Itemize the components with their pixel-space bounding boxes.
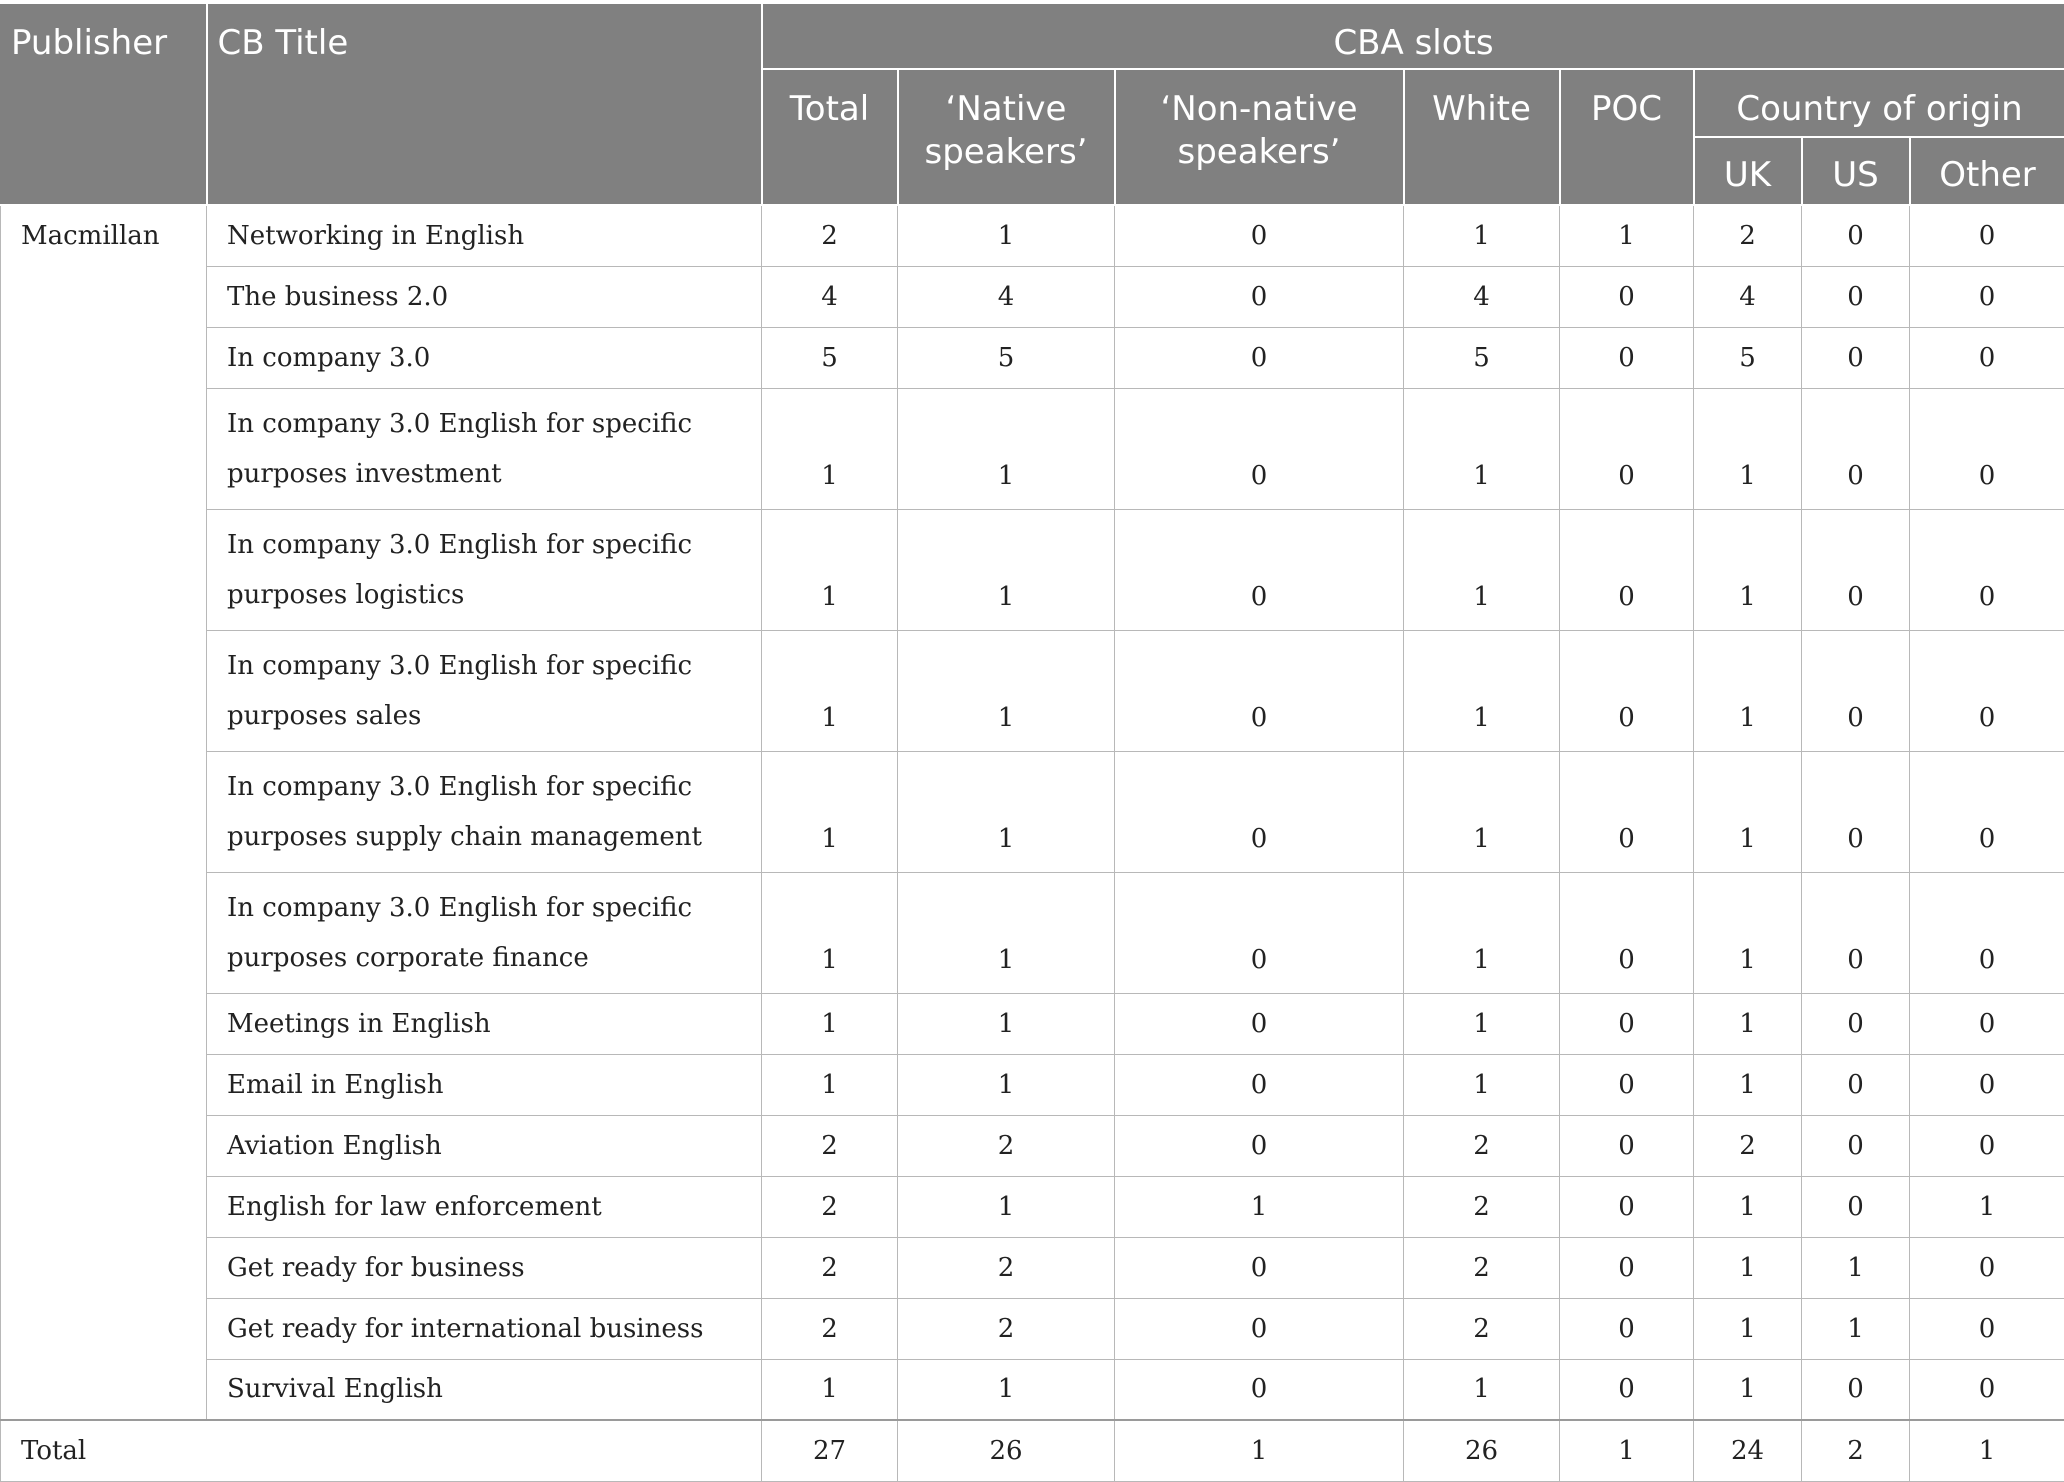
cb-title-cell: In company 3.0 English for specific purposes investment [207,388,762,509]
header-non-native-speakers: ‘Non-native speakers’ [1115,69,1404,205]
total-non-native-cell: 1 [1115,1420,1404,1481]
uk-cell: 1 [1694,1176,1802,1237]
poc-cell: 0 [1560,751,1694,872]
native-cell: 1 [898,993,1115,1054]
us-cell: 1 [1802,1298,1910,1359]
non-native-cell: 0 [1115,1298,1404,1359]
non-native-cell: 0 [1115,1359,1404,1420]
cb-title-cell: Get ready for business [207,1237,762,1298]
poc-cell: 0 [1560,630,1694,751]
non-native-cell: 0 [1115,205,1404,266]
native-cell: 1 [898,1359,1115,1420]
non-native-cell: 0 [1115,1237,1404,1298]
total-cell: 2 [762,1176,898,1237]
uk-cell: 1 [1694,1298,1802,1359]
white-cell: 2 [1404,1298,1560,1359]
total-cell: 4 [762,266,898,327]
uk-cell: 1 [1694,1237,1802,1298]
total-cell: 1 [762,872,898,993]
publisher-cell: Macmillan [1,205,207,1420]
header-white: White [1404,69,1560,205]
total-other-cell: 1 [1910,1420,2064,1481]
non-native-cell: 0 [1115,388,1404,509]
poc-cell: 0 [1560,1298,1694,1359]
cb-title-cell: In company 3.0 English for specific purposes supply chain management [207,751,762,872]
total-cell: 2 [762,1115,898,1176]
non-native-cell: 0 [1115,266,1404,327]
total-cell: 1 [762,630,898,751]
us-cell: 0 [1802,388,1910,509]
other-cell: 0 [1910,1298,2064,1359]
uk-cell: 1 [1694,1054,1802,1115]
white-cell: 1 [1404,630,1560,751]
table-body [1,205,2064,1481]
uk-cell: 1 [1694,872,1802,993]
poc-cell: 0 [1560,1176,1694,1237]
total-poc-cell: 1 [1560,1420,1694,1481]
total-cell: 1 [762,509,898,630]
us-cell: 0 [1802,872,1910,993]
native-cell: 1 [898,872,1115,993]
table-row [1,1176,2064,1237]
non-native-cell: 0 [1115,751,1404,872]
table-row [1,388,2064,509]
white-cell: 1 [1404,751,1560,872]
us-cell: 1 [1802,1237,1910,1298]
white-cell: 5 [1404,327,1560,388]
white-cell: 1 [1404,205,1560,266]
white-cell: 1 [1404,872,1560,993]
poc-cell: 1 [1560,205,1694,266]
header-publisher: Publisher [1,4,207,205]
other-cell: 0 [1910,630,2064,751]
table-row [1,1054,2064,1115]
uk-cell: 1 [1694,509,1802,630]
cb-title-cell: In company 3.0 English for specific purposes corporate finance [207,872,762,993]
cba-slots-table [0,4,2064,1482]
total-row [1,1420,2064,1481]
us-cell: 0 [1802,993,1910,1054]
white-cell: 1 [1404,1054,1560,1115]
white-cell: 4 [1404,266,1560,327]
table-row [1,630,2064,751]
uk-cell: 2 [1694,1115,1802,1176]
non-native-cell: 0 [1115,872,1404,993]
white-cell: 2 [1404,1115,1560,1176]
native-cell: 2 [898,1298,1115,1359]
total-cell: 1 [762,751,898,872]
native-cell: 5 [898,327,1115,388]
native-cell: 1 [898,751,1115,872]
non-native-cell: 0 [1115,1054,1404,1115]
non-native-cell: 0 [1115,993,1404,1054]
native-cell: 4 [898,266,1115,327]
cb-title-cell: In company 3.0 English for specific purposes logistics [207,509,762,630]
cb-title-cell: The business 2.0 [207,266,762,327]
cb-title-cell: Meetings in English [207,993,762,1054]
us-cell: 0 [1802,630,1910,751]
native-cell: 1 [898,630,1115,751]
table-row [1,1115,2064,1176]
uk-cell: 2 [1694,205,1802,266]
table-row [1,1237,2064,1298]
other-cell: 0 [1910,1359,2064,1420]
other-cell: 0 [1910,1054,2064,1115]
native-cell: 1 [898,205,1115,266]
other-cell: 0 [1910,1237,2064,1298]
other-cell: 0 [1910,266,2064,327]
total-cell: 1 [762,1359,898,1420]
cb-title-cell: In company 3.0 [207,327,762,388]
table-row [1,1359,2064,1420]
other-cell: 0 [1910,327,2064,388]
poc-cell: 0 [1560,266,1694,327]
total-cell: 2 [762,1298,898,1359]
total-white-cell: 26 [1404,1420,1560,1481]
poc-cell: 0 [1560,1054,1694,1115]
us-cell: 0 [1802,509,1910,630]
white-cell: 2 [1404,1176,1560,1237]
other-cell: 0 [1910,509,2064,630]
cb-title-cell: Get ready for international business [207,1298,762,1359]
other-cell: 1 [1910,1176,2064,1237]
header-total: Total [762,69,898,205]
uk-cell: 1 [1694,993,1802,1054]
cb-title-cell: Email in English [207,1054,762,1115]
non-native-cell: 0 [1115,509,1404,630]
header-cb-title: CB Title [207,4,762,205]
uk-cell: 1 [1694,1359,1802,1420]
total-cell: 5 [762,327,898,388]
white-cell: 1 [1404,388,1560,509]
native-cell: 1 [898,1176,1115,1237]
native-cell: 2 [898,1237,1115,1298]
table-row [1,266,2064,327]
poc-cell: 0 [1560,509,1694,630]
native-cell: 2 [898,1115,1115,1176]
other-cell: 0 [1910,751,2064,872]
total-total-cell: 27 [762,1420,898,1481]
us-cell: 0 [1802,751,1910,872]
non-native-cell: 0 [1115,630,1404,751]
total-uk-cell: 24 [1694,1420,1802,1481]
table-row [1,993,2064,1054]
poc-cell: 0 [1560,1359,1694,1420]
cb-title-cell: In company 3.0 English for specific purposes sales [207,630,762,751]
total-cell: 1 [762,1054,898,1115]
cb-title-cell: English for law enforcement [207,1176,762,1237]
total-cell: 1 [762,388,898,509]
total-us-cell: 2 [1802,1420,1910,1481]
table-row [1,509,2064,630]
poc-cell: 0 [1560,872,1694,993]
header-us: US [1802,137,1910,205]
header-poc: POC [1560,69,1694,205]
cb-title-cell: Networking in English [207,205,762,266]
header-country-of-origin: Country of origin [1694,69,2064,137]
header-native-speakers: ‘Native speakers’ [898,69,1115,205]
table-header [1,4,2064,205]
table-row [1,205,2064,266]
us-cell: 0 [1802,327,1910,388]
poc-cell: 0 [1560,1115,1694,1176]
uk-cell: 1 [1694,388,1802,509]
header-other: Other [1910,137,2064,205]
uk-cell: 1 [1694,751,1802,872]
poc-cell: 0 [1560,327,1694,388]
native-cell: 1 [898,1054,1115,1115]
white-cell: 1 [1404,1359,1560,1420]
table-row [1,327,2064,388]
us-cell: 0 [1802,1176,1910,1237]
total-cell: 2 [762,1237,898,1298]
non-native-cell: 1 [1115,1176,1404,1237]
us-cell: 0 [1802,1359,1910,1420]
non-native-cell: 0 [1115,1115,1404,1176]
total-native-cell: 26 [898,1420,1115,1481]
native-cell: 1 [898,388,1115,509]
total-cell: 1 [762,993,898,1054]
us-cell: 0 [1802,266,1910,327]
total-cell: 2 [762,205,898,266]
non-native-cell: 0 [1115,327,1404,388]
native-cell: 1 [898,509,1115,630]
poc-cell: 0 [1560,388,1694,509]
other-cell: 0 [1910,993,2064,1054]
other-cell: 0 [1910,205,2064,266]
cb-title-cell: Survival English [207,1359,762,1420]
other-cell: 0 [1910,388,2064,509]
us-cell: 0 [1802,205,1910,266]
table-row [1,872,2064,993]
us-cell: 0 [1802,1054,1910,1115]
white-cell: 1 [1404,993,1560,1054]
us-cell: 0 [1802,1115,1910,1176]
table-row [1,751,2064,872]
poc-cell: 0 [1560,993,1694,1054]
total-label: Total [1,1420,762,1481]
uk-cell: 5 [1694,327,1802,388]
header-cba-slots: CBA slots [762,4,2064,69]
other-cell: 0 [1910,1115,2064,1176]
white-cell: 2 [1404,1237,1560,1298]
header-uk: UK [1694,137,1802,205]
table-row [1,1298,2064,1359]
uk-cell: 4 [1694,266,1802,327]
uk-cell: 1 [1694,630,1802,751]
other-cell: 0 [1910,872,2064,993]
white-cell: 1 [1404,509,1560,630]
poc-cell: 0 [1560,1237,1694,1298]
cb-title-cell: Aviation English [207,1115,762,1176]
